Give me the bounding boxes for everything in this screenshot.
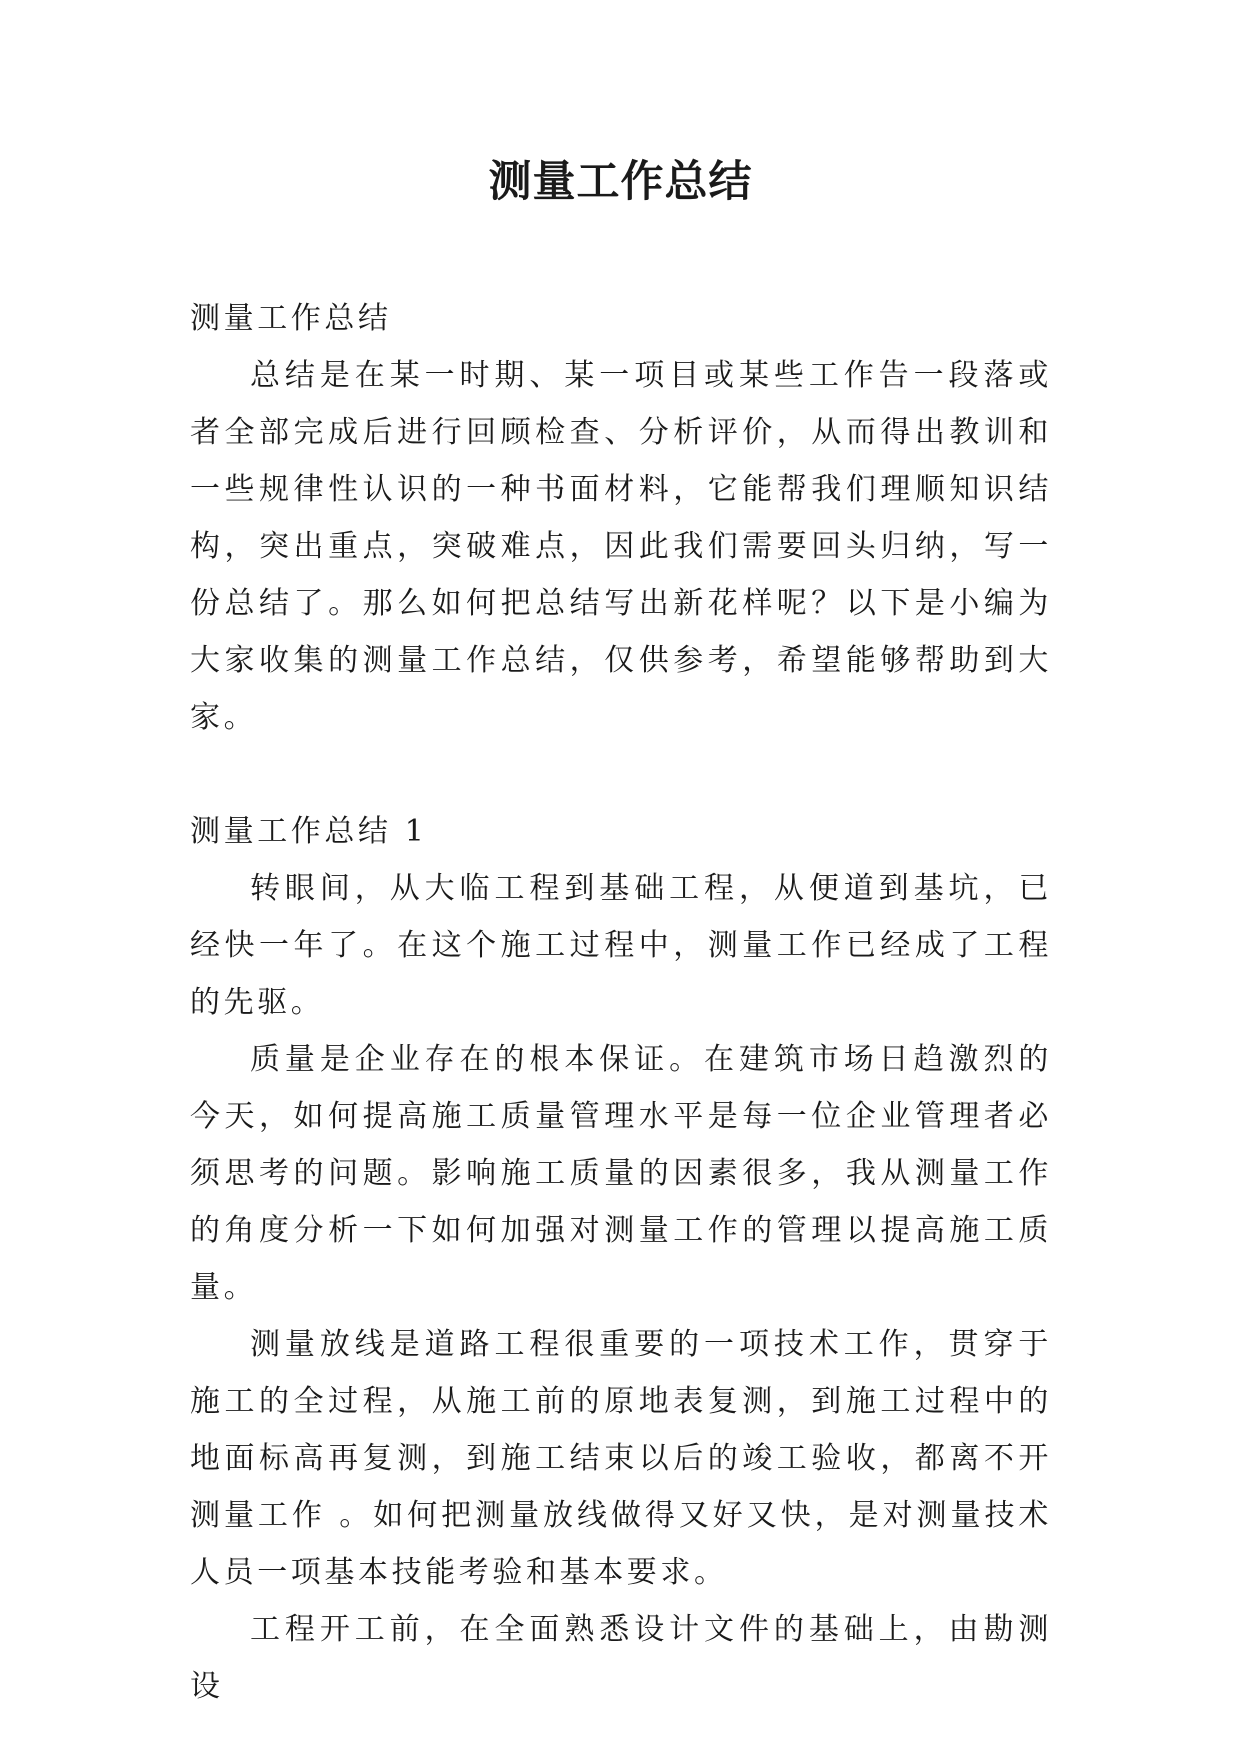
section-paragraph: 测量放线是道路工程很重要的一项技术工作，贯穿于施工的全过程，从施工前的原地表复测，到施工过程中的地面标高再复测，到施工结束以后的竣工验收，都离不开测量工作 。如何把测量放线做得又好又快，是对测量技术人员一项基本技能考验和基本要求。 [190,1327,1052,1590]
intro-paragraph: 总结是在某一时期、某一项目或某些工作告一段落或者全部完成后进行回顾检查、分析评价，从而得出教训和一些规律性认识的一种书面材料，它能帮我们理顺知识结构，突出重点，突破难点，因此我们需要回头归纳，写一份总结了。那么如何把总结写出新花样呢？以下是小编为大家收集的测量工作总结，仅供参考，希望能够帮助到大家。 [190,358,1052,735]
section-heading: 测量工作总结 1 [190,814,428,849]
section-paragraph: 工程开工前，在全面熟悉设计文件的基础上，由勘测设 [190,1612,1052,1704]
intro-heading: 测量工作总结 [190,301,392,336]
section-paragraph: 质量是企业存在的根本保证。在建筑市场日趋激烈的今天，如何提高施工质量管理水平是每一位企业管理者必须思考的问题。影响施工质量的因素很多，我从测量工作的角度分析一下如何加强对测量工作的管理以提高施工质量。 [190,1042,1052,1305]
section-paragraph: 转眼间，从大临工程到基础工程，从便道到基坑，已经快一年了。在这个施工过程中，测量工作已经成了工程的先驱。 [190,871,1052,1020]
document-body [190,290,1052,1715]
document-title: 测量工作总结 [488,157,753,207]
